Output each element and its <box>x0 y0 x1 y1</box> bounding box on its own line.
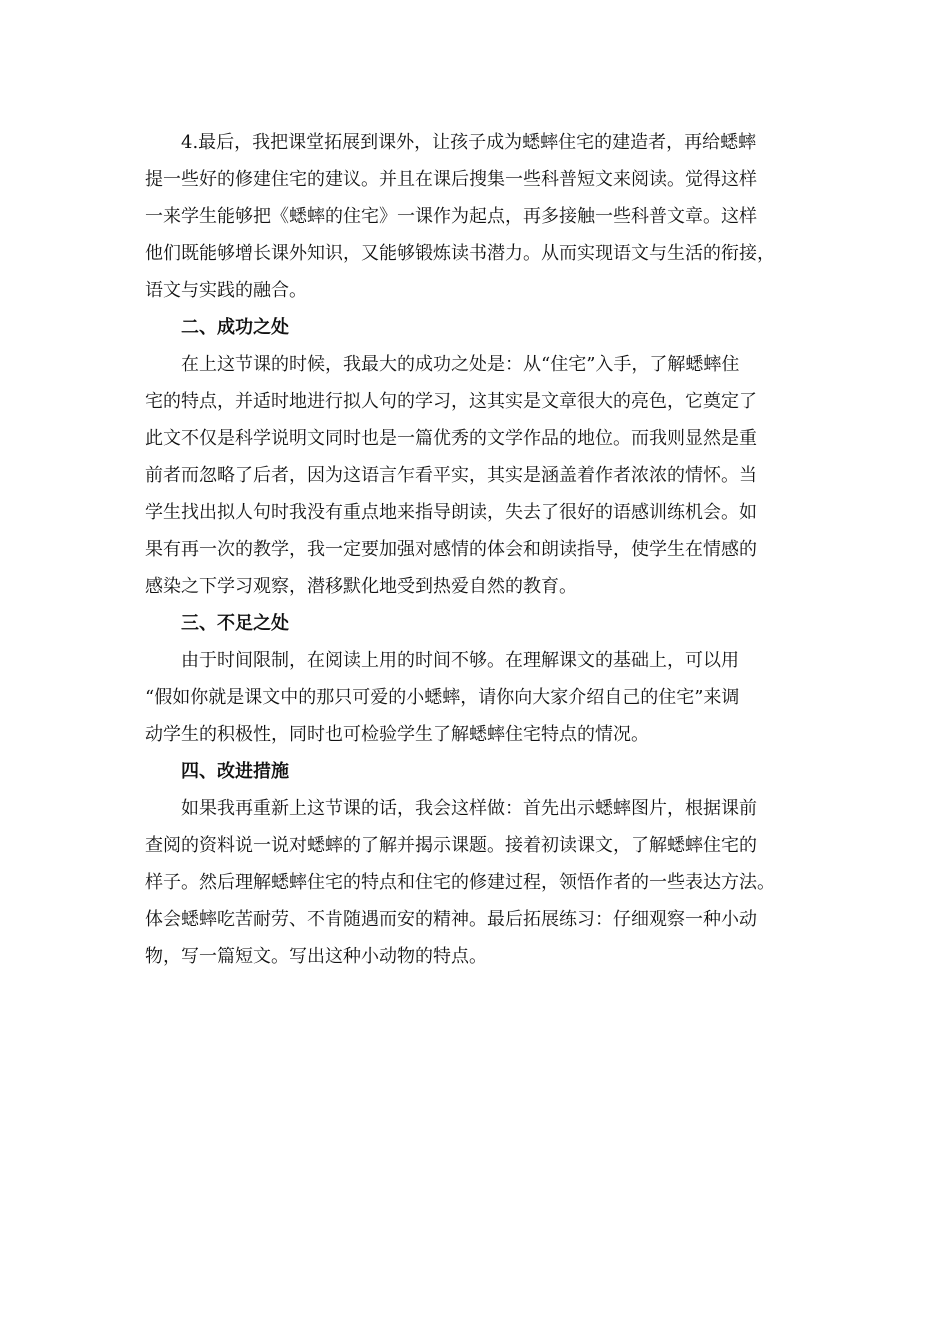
document-body <box>145 124 823 975</box>
section-heading: 三、不足之处 <box>181 613 289 634</box>
section-heading: 二、成功之处 <box>181 317 289 338</box>
section-heading: 四、改进措施 <box>181 761 289 782</box>
text-line: 样子。然后理解蟋蟀住宅的特点和住宅的修建过程，领悟作者的一些表达方法。 <box>145 872 775 893</box>
text-line: 提一些好的修建住宅的建议。并且在课后搜集一些科普短文来阅读。觉得这样 <box>145 169 757 190</box>
text-line: 由于时间限制，在阅读上用的时间不够。在理解课文的基础上，可以用 <box>181 650 739 671</box>
text-line: 宅的特点，并适时地进行拟人句的学习，这其实是文章很大的亮色，它奠定了 <box>145 391 757 412</box>
section-shortcomings <box>145 605 823 753</box>
text-line: 果有再一次的教学，我一定要加强对感情的体会和朗读指导，使学生在情感的 <box>145 539 757 560</box>
text-line: 动学生的积极性，同时也可检验学生了解蟋蟀住宅特点的情况。 <box>145 724 649 745</box>
section-improvements <box>145 753 823 975</box>
text-line: 体会蟋蟀吃苦耐劳、不肯随遇而安的精神。最后拓展练习：仔细观察一种小动 <box>145 909 757 930</box>
text-line: 如果我再重新上这节课的话，我会这样做：首先出示蟋蟀图片，根据课前 <box>181 798 757 819</box>
text-line: 物，写一篇短文。写出这种小动物的特点。 <box>145 946 487 967</box>
text-line: 此文不仅是科学说明文同时也是一篇优秀的文学作品的地位。而我则显然是重 <box>145 428 757 449</box>
text-line: “假如你就是课文中的那只可爱的小蟋蟀，请你向大家介绍自己的住宅”来调 <box>145 687 740 708</box>
text-line: 一来学生能够把《蟋蟀的住宅》一课作为起点，再多接触一些科普文章。这样 <box>145 206 757 227</box>
text-line: 4.最后，我把课堂拓展到课外，让孩子成为蟋蟀住宅的建造者，再给蟋蟀 <box>181 132 757 153</box>
text-line: 前者而忽略了后者，因为这语言乍看平实，其实是涵盖着作者浓浓的情怀。当 <box>145 465 757 486</box>
section-success <box>145 309 823 605</box>
text-line: 查阅的资料说一说对蟋蟀的了解并揭示课题。接着初读课文，了解蟋蟀住宅的 <box>145 835 757 856</box>
text-line: 在上这节课的时候，我最大的成功之处是：从“住宅”入手，了解蟋蟀住 <box>181 354 740 375</box>
text-line: 感染之下学习观察，潜移默化地受到热爱自然的教育。 <box>145 576 577 597</box>
text-line: 学生找出拟人句时我没有重点地来指导朗读，失去了很好的语感训练机会。如 <box>145 502 757 523</box>
text-line: 语文与实践的融合。 <box>145 280 307 301</box>
text-line: 他们既能够增长课外知识，又能够锻炼读书潜力。从而实现语文与生活的衔接， <box>145 243 775 264</box>
paragraph-extension <box>145 124 823 309</box>
